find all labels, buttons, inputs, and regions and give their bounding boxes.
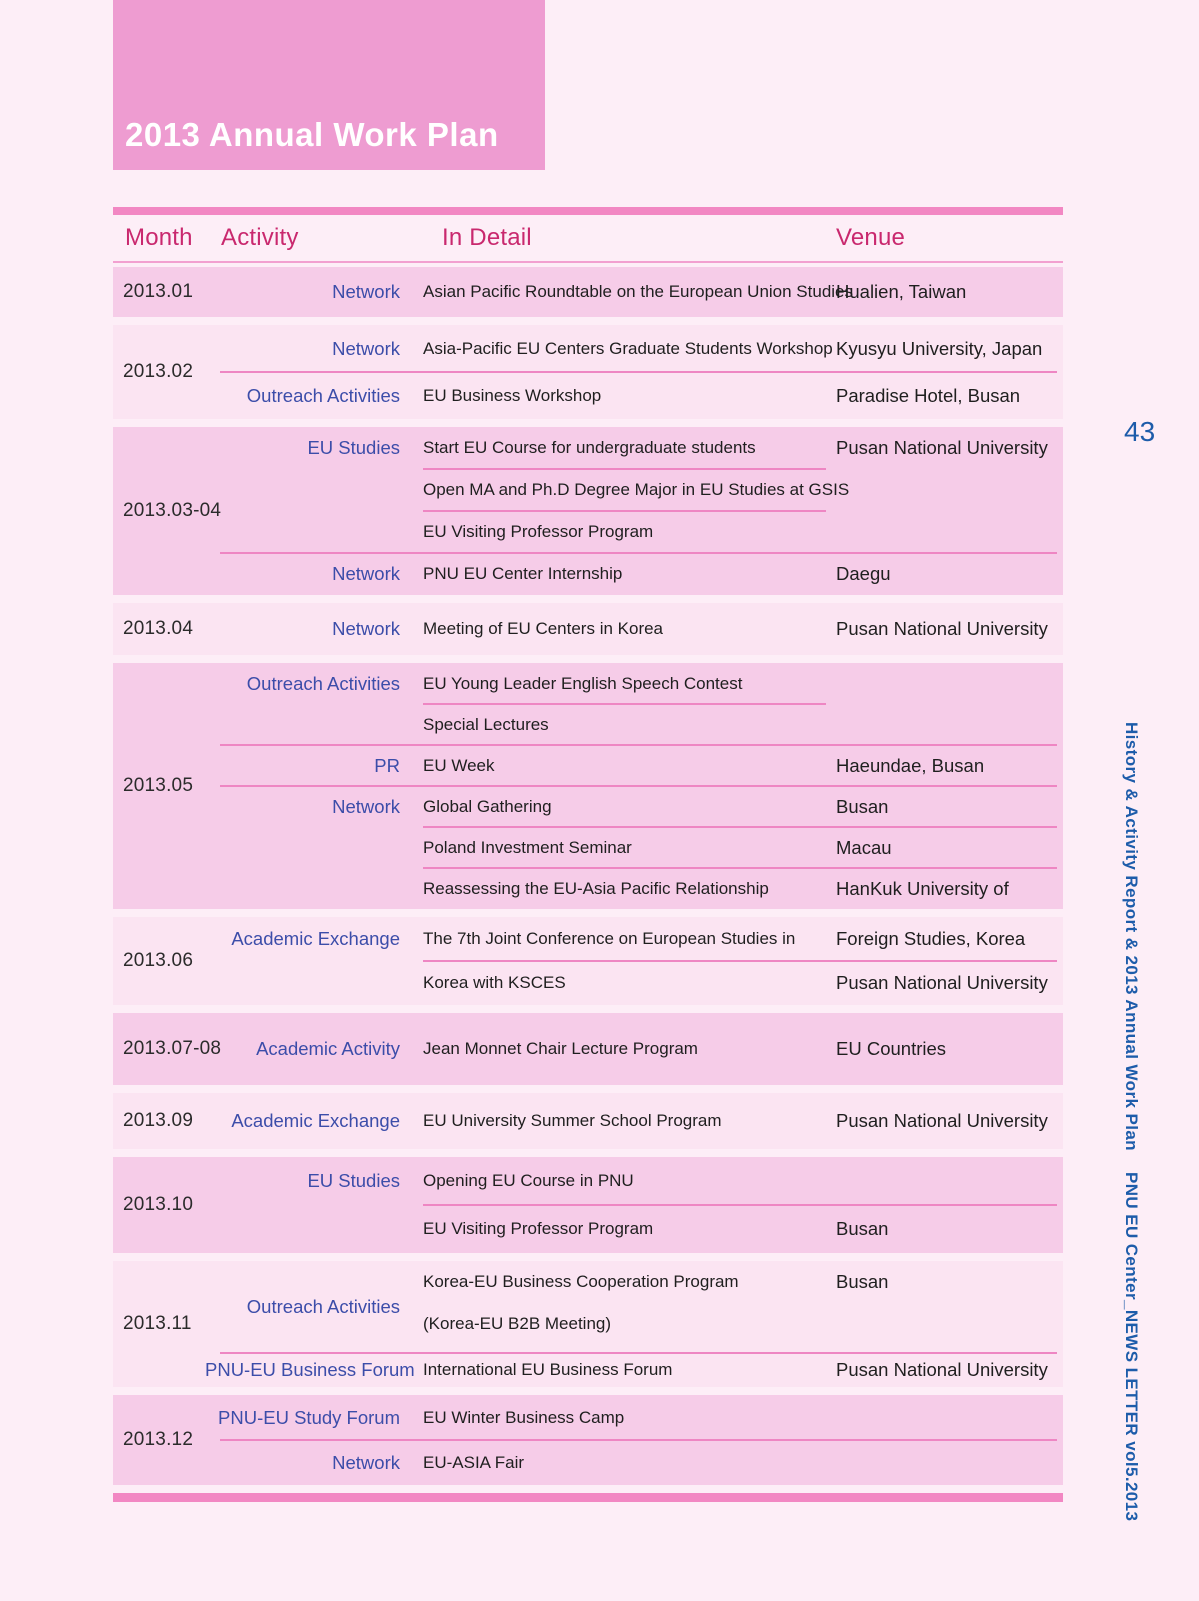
activity-cell: Academic Exchange bbox=[231, 928, 400, 949]
table-bottom-bar bbox=[113, 1493, 1063, 1502]
activity-cell: PNU-EU Study Forum bbox=[218, 1406, 400, 1428]
venue-cell: Foreign Studies, Korea bbox=[836, 928, 1026, 949]
month-label: 2013.10 bbox=[123, 1194, 194, 1215]
activity-cell: Network bbox=[332, 795, 400, 817]
month-label: 2013.07-08 bbox=[123, 1038, 222, 1059]
activity-cell: PNU-EU Business Forum bbox=[205, 1359, 415, 1380]
table-row bbox=[113, 1395, 1063, 1440]
table-row bbox=[113, 663, 1063, 704]
detail-cell: Asian Pacific Roundtable on the European Union Studies bbox=[423, 282, 854, 301]
month-block-2013.01 bbox=[113, 267, 1063, 317]
venue-cell: Hualien, Taiwan bbox=[836, 281, 967, 302]
column-header-activity: Activity bbox=[221, 224, 299, 251]
month-label: 2013.05 bbox=[123, 775, 194, 796]
venue-cell: Busan bbox=[836, 1218, 889, 1239]
activity-cell: Network bbox=[332, 337, 400, 359]
month-block-2013.11 bbox=[113, 1261, 1063, 1387]
table-row bbox=[113, 372, 1063, 419]
detail-line-2: (Korea-EU B2B Meeting) bbox=[423, 1314, 612, 1333]
month-label: 2013.03-04 bbox=[123, 500, 222, 521]
month-label: 2013.01 bbox=[123, 281, 194, 302]
activity-cell: Academic Activity bbox=[256, 1038, 400, 1059]
table-row bbox=[113, 427, 1063, 469]
table-top-bar bbox=[113, 207, 1063, 215]
table-header-row bbox=[113, 215, 1063, 261]
venue-cell: Pusan National University bbox=[836, 437, 1048, 458]
header-underline bbox=[113, 261, 1063, 263]
table-row bbox=[113, 1353, 1063, 1387]
detail-cell: Meeting of EU Centers in Korea bbox=[423, 619, 664, 638]
table-row bbox=[113, 745, 1063, 786]
detail-cell: PNU EU Center Internship bbox=[423, 564, 623, 583]
table-row bbox=[113, 1093, 1063, 1149]
month-block-2013.09 bbox=[113, 1093, 1063, 1149]
detail-cell: Start EU Course for undergraduate students bbox=[423, 438, 756, 457]
table-row bbox=[113, 603, 1063, 655]
table-row bbox=[113, 267, 1063, 317]
table-row bbox=[113, 325, 1063, 372]
detail-cell bbox=[400, 1261, 836, 1345]
activity-cell: Network bbox=[332, 1451, 400, 1473]
page-number: 43 bbox=[1124, 416, 1156, 447]
month-block-2013.07-08 bbox=[113, 1013, 1063, 1085]
activity-cell: Outreach Activities bbox=[246, 384, 400, 406]
table-row bbox=[113, 917, 1063, 961]
detail-cell: Poland Investment Seminar bbox=[423, 837, 632, 857]
table-row bbox=[113, 786, 1063, 827]
column-header-month: Month bbox=[125, 224, 193, 251]
venue-cell: Pusan National University bbox=[836, 1110, 1048, 1131]
detail-cell: EU-ASIA Fair bbox=[423, 1452, 525, 1472]
activity-cell: PR bbox=[374, 754, 400, 776]
venue-cell: Kyusyu University, Japan bbox=[836, 337, 1043, 359]
venue-cell: Macau bbox=[836, 836, 892, 858]
activity-cell: EU Studies bbox=[307, 1170, 400, 1191]
table-row bbox=[113, 1013, 1063, 1085]
detail-cell: The 7th Joint Conference on European Studies in bbox=[423, 929, 796, 948]
sidebar-section-caption: History & Activity Report & 2013 Annual Work Plan bbox=[1122, 722, 1141, 1151]
activity-cell: Network bbox=[332, 618, 400, 639]
venue-cell: Daegu bbox=[836, 563, 891, 584]
activity-cell: Network bbox=[332, 281, 400, 302]
month-label: 2013.11 bbox=[123, 1313, 192, 1334]
venue-cell: Busan bbox=[836, 1271, 889, 1292]
detail-cell: Jean Monnet Chair Lecture Program bbox=[423, 1039, 698, 1058]
activity-cell: Outreach Activities bbox=[246, 672, 400, 694]
venue-cell: Pusan National University bbox=[836, 618, 1048, 639]
month-block-2013.12 bbox=[113, 1395, 1063, 1485]
table-body bbox=[113, 267, 1063, 1485]
venue-cell: Haeundae, Busan bbox=[836, 754, 985, 776]
activity-cell: Academic Exchange bbox=[231, 1110, 400, 1131]
detail-cell: Reassessing the EU-Asia Pacific Relationship bbox=[423, 878, 769, 898]
detail-cell: Special Lectures bbox=[423, 714, 549, 734]
detail-cell: EU Young Leader English Speech Contest bbox=[423, 673, 743, 693]
table-row bbox=[113, 553, 1063, 595]
month-block-2013.04 bbox=[113, 603, 1063, 655]
month-block-2013.02 bbox=[113, 325, 1063, 419]
detail-cell: EU University Summer School Program bbox=[423, 1111, 722, 1130]
table-row bbox=[113, 1205, 1063, 1253]
table-row bbox=[113, 1440, 1063, 1485]
month-label: 2013.04 bbox=[123, 618, 194, 639]
month-block-2013.05 bbox=[113, 663, 1063, 909]
detail-cell: Open MA and Ph.D Degree Major in EU Studies at GSIS bbox=[423, 480, 850, 499]
venue-cell: Pusan National University bbox=[836, 1359, 1048, 1380]
detail-line-1: Korea-EU Business Cooperation Program bbox=[423, 1272, 739, 1291]
title-banner bbox=[113, 0, 545, 170]
detail-cell: Opening EU Course in PNU bbox=[423, 1171, 634, 1190]
detail-cell: International EU Business Forum bbox=[423, 1360, 673, 1379]
detail-cell: EU Visiting Professor Program bbox=[423, 522, 654, 541]
detail-cell: Global Gathering bbox=[423, 796, 552, 816]
table-row bbox=[113, 511, 1063, 553]
month-label: 2013.02 bbox=[123, 361, 194, 382]
venue-cell: EU Countries bbox=[836, 1038, 947, 1059]
table-row bbox=[113, 704, 1063, 745]
detail-cell: EU Winter Business Camp bbox=[423, 1407, 625, 1427]
detail-cell: Korea with KSCES bbox=[423, 973, 566, 992]
activity-cell: EU Studies bbox=[307, 437, 400, 458]
month-label: 2013.12 bbox=[123, 1429, 194, 1450]
activity-cell: Outreach Activities bbox=[246, 1296, 400, 1317]
work-plan-table bbox=[113, 207, 1063, 1502]
column-header-in-detail: In Detail bbox=[442, 224, 532, 251]
detail-cell: Asia-Pacific EU Centers Graduate Students Workshop bbox=[423, 338, 833, 358]
detail-cell: EU Week bbox=[423, 755, 495, 775]
month-block-2013.03-04 bbox=[113, 427, 1063, 595]
detail-cell: EU Visiting Professor Program bbox=[423, 1219, 654, 1238]
table-row bbox=[113, 1261, 1063, 1353]
month-label: 2013.06 bbox=[123, 950, 194, 971]
page-title: 2013 Annual Work Plan bbox=[125, 116, 499, 153]
venue-cell: HanKuk University of bbox=[836, 877, 1009, 899]
month-block-2013.06 bbox=[113, 917, 1063, 1005]
activity-cell: Network bbox=[332, 563, 400, 584]
month-block-2013.10 bbox=[113, 1157, 1063, 1253]
table-row bbox=[113, 868, 1063, 909]
venue-cell: Paradise Hotel, Busan bbox=[836, 384, 1021, 406]
sidebar-newsletter-caption: PNU EU Center_NEWS LETTER vol5.2013 bbox=[1122, 1172, 1141, 1522]
venue-cell: Busan bbox=[836, 795, 889, 817]
month-label: 2013.09 bbox=[123, 1110, 194, 1131]
detail-cell: EU Business Workshop bbox=[423, 385, 602, 405]
table-row bbox=[113, 1157, 1063, 1205]
table-row bbox=[113, 961, 1063, 1005]
table-row bbox=[113, 827, 1063, 868]
venue-cell: Pusan National University bbox=[836, 972, 1048, 993]
table-row bbox=[113, 469, 1063, 511]
column-header-venue: Venue bbox=[836, 224, 906, 251]
